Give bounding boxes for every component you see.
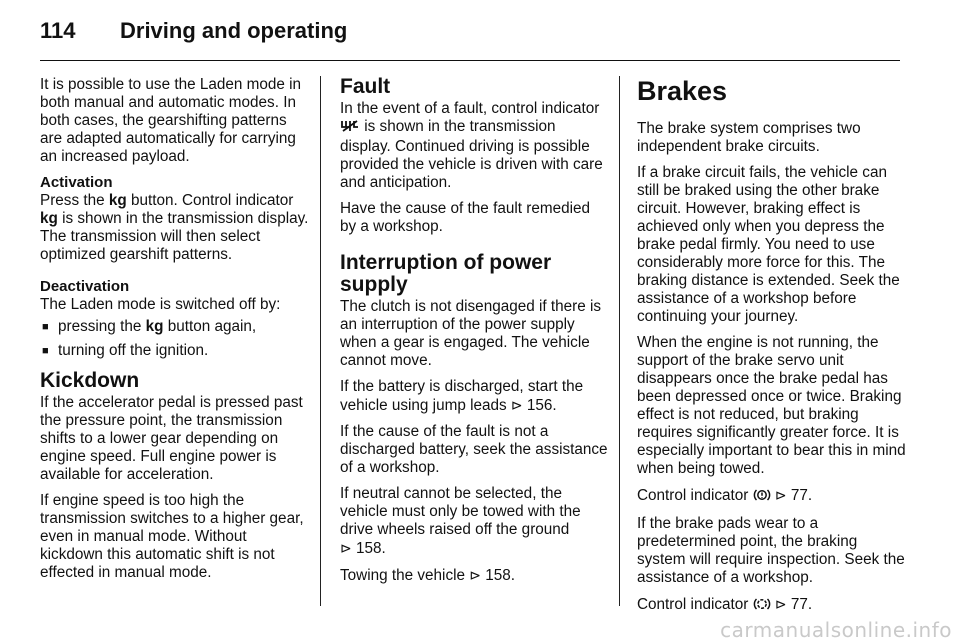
interruption-p2 [340, 378, 608, 415]
brake-pad-wear-indicator-icon [753, 597, 771, 616]
brakes-p4 [637, 486, 909, 507]
page-ref-icon: ⊳ [774, 487, 787, 503]
column-divider [619, 76, 620, 606]
fault-p1-pre: In the event of a fault, control indicator [340, 100, 600, 117]
interruption-p3: If the cause of the fault is not a discharged battery, seek the assistance of a workshop. [340, 423, 608, 476]
kg-button-label: kg [145, 318, 164, 335]
deactivation-text: The Laden mode is switched off by: [40, 296, 281, 313]
brakes-p6-pre: Control indicator [637, 596, 753, 613]
brakes-p4-pre: Control indicator [637, 487, 753, 504]
watermark: carmanualsonline.info [720, 618, 952, 642]
interruption-p1: The clutch is not disengaged if there is an interruption of the power supply when a gear is engaged. The vehicle cannot move. [340, 298, 602, 369]
bullet1-pre: pressing the [58, 318, 146, 335]
fault-p1 [340, 100, 608, 192]
kickdown-heading: Kickdown [40, 369, 140, 392]
column-right [637, 76, 909, 624]
bullet1-post: button again, [163, 318, 257, 335]
page-ref-icon: ⊳ [510, 397, 523, 413]
interruption-heading: Interruption of power supply [340, 251, 552, 296]
page-ref-link[interactable]: 77. [790, 596, 813, 613]
brakes-p2: If a brake circuit fails, the vehicle can still be braked using the other brake circuit. However, braking effect is achieved only when you depress the brake pedal firmly. You need to use considerably more force for this. The braking distance is extended. Seek the assistance of a workshop before continuing your journey. [637, 164, 900, 325]
activation-text-post: is shown in the transmission display. The transmission will then select optimized gearshift patterns. [40, 210, 309, 263]
activation-text [40, 192, 310, 264]
list-item [40, 342, 310, 360]
interruption-p4 [340, 485, 608, 558]
brakes-p1: The brake system comprises two independent brake circuits. [637, 120, 861, 155]
kickdown-p2: If engine speed is too high the transmission switches to a higher gear, even in manual mode. Without kickdown this automatic shift is not effected in manual mode. [40, 492, 304, 581]
brakes-heading: Brakes [637, 76, 728, 106]
fault-p2: Have the cause of the fault remedied by a workshop. [340, 200, 591, 235]
kickdown-p1: If the accelerator pedal is pressed past the pressure point, the transmission shifts to a lower gear depending on engine speed. Full engine power is available for acceleration. [40, 394, 303, 483]
brakes-p3: When the engine is not running, the support of the brake servo unit disappears once the brake pedal has been depressed once or twice. Braking effect is not reduced, but braking requires significantly greater force. It is especially important to bear this in mind when being towed. [637, 334, 906, 477]
page-title: Driving and operating [120, 18, 348, 43]
kg-indicator-label: kg [40, 210, 58, 227]
fault-p1-post: is shown in the transmission display. Continued driving is possible provided the vehicle is driven with care and anticipation. [340, 118, 603, 191]
activation-text-pre: Press the [40, 192, 109, 209]
column-divider [320, 76, 321, 606]
page-header [40, 18, 900, 58]
interruption-p5-pre: Towing the vehicle [340, 567, 470, 584]
interruption-p5 [340, 566, 608, 585]
page-ref-icon: ⊳ [469, 567, 481, 583]
gear-fault-icon [340, 119, 360, 138]
page-ref-link[interactable]: 77. [790, 487, 813, 504]
activation-text-mid: button. Control indicator [126, 192, 294, 209]
column-middle [340, 76, 608, 593]
page-ref-link[interactable]: 158. [485, 567, 516, 584]
brakes-p5: If the brake pads wear to a predetermined point, the braking system will require inspection. Seek the assistance of a workshop. [637, 515, 905, 586]
page-ref-link[interactable]: 158. [355, 540, 386, 557]
interruption-p2-pre: If the battery is discharged, start the vehicle using jump leads [340, 378, 584, 414]
kg-button-label: kg [108, 192, 127, 209]
bullet2-text: turning off the ignition. [58, 342, 209, 359]
page-ref-icon: ⊳ [340, 540, 352, 556]
page-number: 114 [40, 18, 76, 43]
list-item [40, 318, 310, 336]
deactivation-list [40, 318, 310, 360]
laden-mode-intro: It is possible to use the Laden mode in both manual and automatic modes. In both cases, the gearshifting patterns are adapted automatically for carrying an increased payload. [40, 76, 302, 165]
page-ref-link[interactable]: 156. [526, 397, 557, 414]
brake-system-indicator-icon [753, 488, 771, 507]
column-left [40, 76, 310, 590]
deactivation-heading: Deactivation [40, 278, 130, 295]
header-divider [40, 60, 900, 61]
fault-heading: Fault [340, 75, 391, 98]
page-ref-icon: ⊳ [774, 596, 787, 612]
interruption-p4-pre: If neutral cannot be selected, the vehicle must only be towed with the drive wheels raised off the ground [340, 485, 581, 538]
activation-heading: Activation [40, 174, 113, 191]
brakes-p6 [637, 595, 909, 616]
